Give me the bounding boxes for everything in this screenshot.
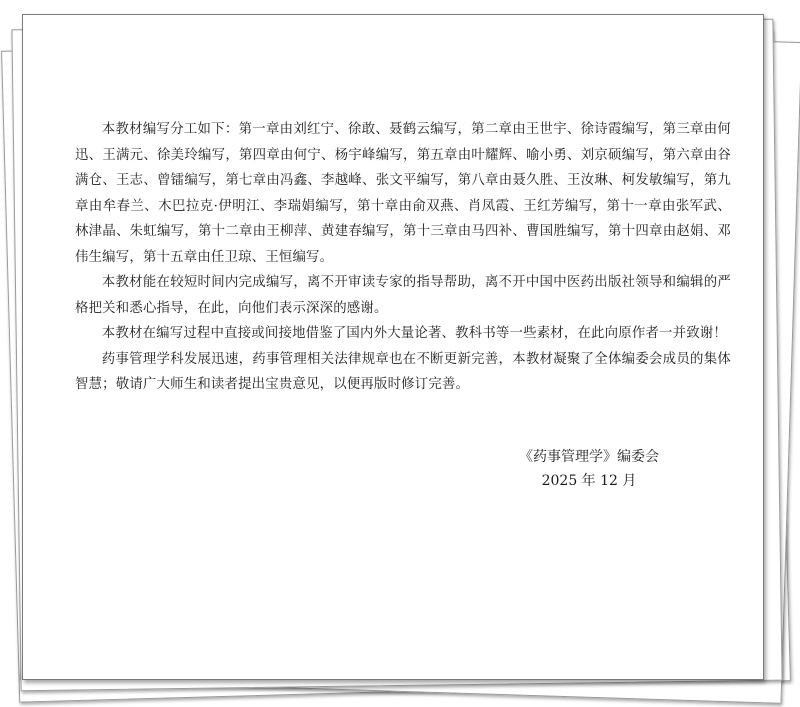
document-page: [22, 14, 764, 680]
paragraph-thanks-experts: 本教材能在较短时间内完成编写，离不开审读专家的指导帮助，离不开中国中医药出版社领导和编辑的严格把关和悉心指导，在此，向他们表示深深的感谢。: [75, 275, 731, 316]
committee-name: 《药事管理学》编委会: [519, 449, 659, 465]
signature-block: [479, 445, 699, 493]
paragraph-thanks-authors: 本教材在编写过程中直接或间接地借鉴了国内外大量论著、教科书等一些素材，在此向原作者一并致谢！: [101, 326, 727, 341]
paragraph-authors: 本教材编写分工如下：第一章由刘红宁、徐敢、聂鹤云编写，第二章由王世宇、徐诗霞编写，第三章由何迅、王满元、徐美玲编写，第四章由何宁、杨宇峰编写，第五章由叶耀辉、喻小勇、刘京硕编写，第六章由谷满仓、王志、曾镭编写，第七章由冯鑫、李越峰、张文平编写，第八章由聂久胜、王汝琳、柯发敏编写，第九章由牟春兰、木巴拉克·伊明江、李瑞娟编写，第十章由俞双燕、肖凤霞、王红芳编写，第十一章由张军武、林津晶、朱虹编写，第十二章由王柳萍、黄建春编写，第十三章由马四补、曹国胜编写，第十四章由赵娟、邓伟生编写，第十五章由任卫琼、王恒编写。: [75, 122, 731, 265]
body-text: [75, 117, 731, 398]
paragraph-feedback: 药事管理学科发展迅速，药事管理相关法律规章也在不断更新完善，本教材凝聚了全体编委会成员的集体智慧；敬请广大师生和读者提出宝贵意见，以便再版时修订完善。: [75, 351, 731, 392]
signature-date: 2025 年 12 月: [541, 473, 637, 489]
